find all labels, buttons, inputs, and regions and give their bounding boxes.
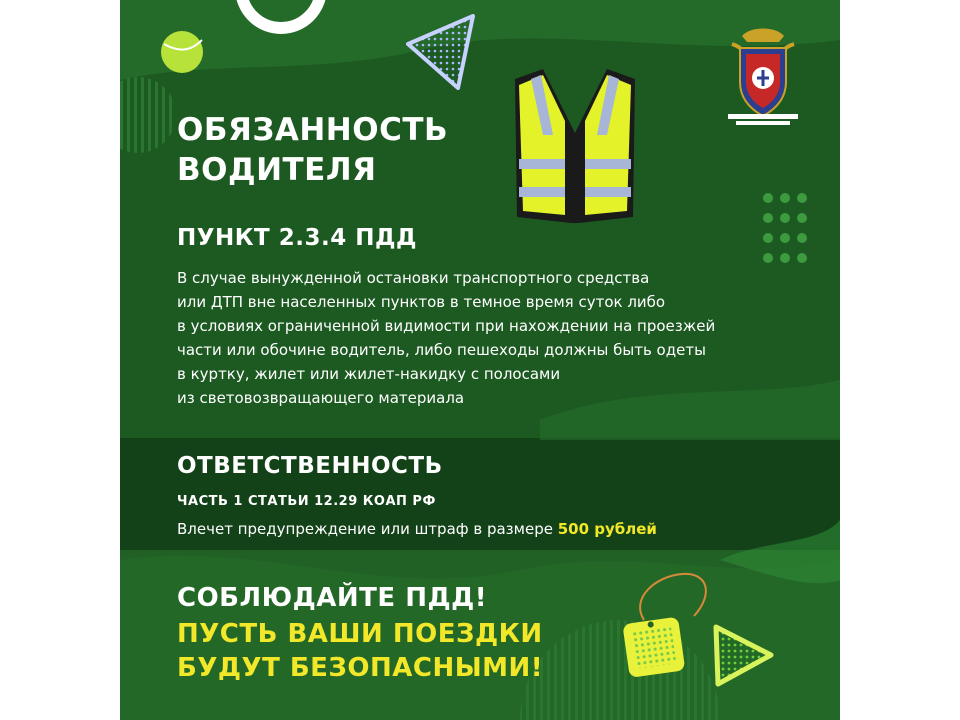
fine-amount: 500 рублей: [557, 520, 657, 538]
reflector-tag-icon: [610, 568, 720, 680]
responsibility-text: [177, 520, 657, 538]
police-emblem-icon: [724, 22, 802, 132]
rule-line: или ДТП вне населенных пунктов в темное время суток либо: [177, 293, 666, 311]
cta-line-1: СОБЛЮДАЙТЕ ПДД!: [177, 583, 488, 613]
reflective-vest-icon: [505, 55, 645, 227]
rule-heading: ПУНКТ 2.3.4 ПДД: [177, 225, 417, 251]
rule-line: в условиях ограниченной видимости при нахождении на проезжей: [177, 317, 716, 335]
rule-line: из световозвращающего материала: [177, 389, 465, 407]
cta-line-2: ПУСТЬ ВАШИ ПОЕЗДКИ: [177, 619, 543, 649]
title-line-1: ОБЯЗАННОСТЬ: [177, 112, 449, 148]
rule-line: части или обочине водитель, либо пешеходы должны быть одеты: [177, 341, 706, 359]
rule-line: в куртку, жилет или жилет-накидку с полосами: [177, 365, 561, 383]
poster: [120, 0, 840, 720]
title-line-2: ВОДИТЕЛЯ: [177, 152, 377, 188]
rule-body: [177, 266, 715, 410]
responsibility-subheading: ЧАСТЬ 1 СТАТЬИ 12.29 КОАП РФ: [177, 494, 436, 509]
rule-line: В случае вынужденной остановки транспортного средства: [177, 269, 650, 287]
cta-line-3: БУДУТ БЕЗОПАСНЫМИ!: [177, 653, 544, 683]
responsibility-heading: ОТВЕТСТВЕННОСТЬ: [177, 453, 443, 479]
penalty-text: Влечет предупреждение или штраф в размере: [177, 520, 553, 538]
